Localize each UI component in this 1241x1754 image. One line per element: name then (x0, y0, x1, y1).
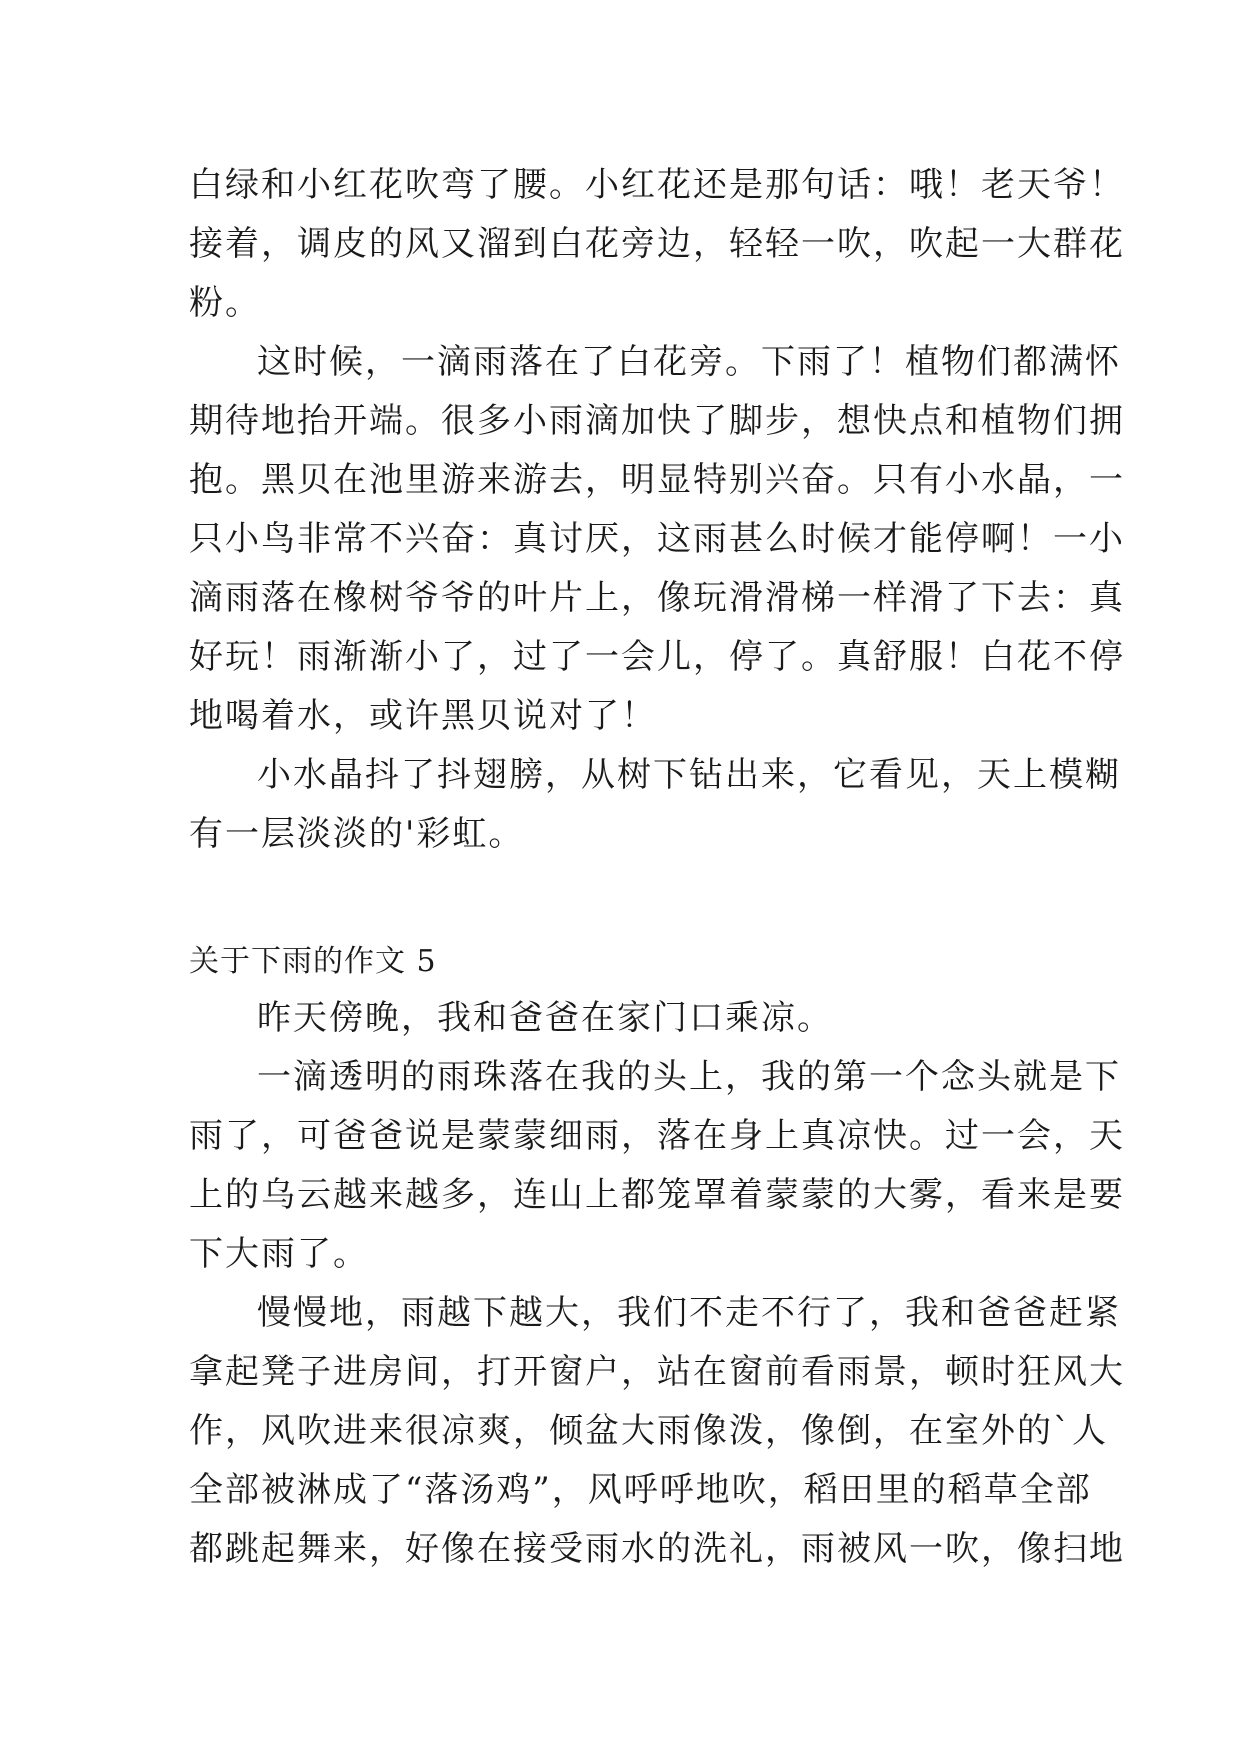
text-line: 期待地抬开端。很多小雨滴加快了脚步，想快点和植物们拥 (189, 401, 1125, 441)
text-line: 一滴透明的雨珠落在我的头上，我的第一个念头就是下 (257, 1057, 1121, 1097)
text-line: 全部被淋成了“落汤鸡”，风呼呼地吹，稻田里的稻草全部 (189, 1470, 1092, 1510)
text-line: 雨了，可爸爸说是蒙蒙细雨，落在身上真凉快。过一会，天 (189, 1116, 1125, 1156)
paragraph (189, 1048, 1125, 1284)
section-heading: 关于下雨的作文 5 (189, 944, 437, 979)
text-line: 接着，调皮的风又溜到白花旁边，轻轻一吹，吹起一大群花 (189, 224, 1125, 264)
paragraph (189, 1284, 1125, 1579)
text-line: 好玩！雨渐渐小了，过了一会儿，停了。真舒服！白花不停 (189, 637, 1125, 677)
text-line: 慢慢地，雨越下越大，我们不走不行了，我和爸爸赶紧 (257, 1293, 1121, 1333)
text-line: 下大雨了。 (189, 1234, 369, 1274)
text-line: 滴雨落在橡树爷爷的叶片上，像玩滑滑梯一样滑了下去：真 (189, 578, 1125, 618)
text-line: 小水晶抖了抖翅膀，从树下钻出来，它看见，天上模糊 (257, 755, 1121, 795)
text-line: 白绿和小红花吹弯了腰。小红花还是那句话：哦！老天爷！ (189, 165, 1125, 205)
paragraph (189, 156, 1125, 333)
text-line: 上的乌云越来越多，连山上都笼罩着蒙蒙的大雾，看来是要 (189, 1175, 1125, 1215)
text-line: 抱。黑贝在池里游来游去，明显特别兴奋。只有小水晶，一 (189, 460, 1125, 500)
text-line: 都跳起舞来，好像在接受雨水的洗礼，雨被风一吹，像扫地 (189, 1529, 1125, 1569)
paragraph (189, 989, 1057, 1048)
text-line: 只小鸟非常不兴奋：真讨厌，这雨甚么时候才能停啊！一小 (189, 519, 1125, 559)
text-line: 粉。 (189, 283, 261, 323)
paragraph (189, 746, 1121, 864)
text-line: 作，风吹进来很凉爽，倾盆大雨像泼，像倒，在室外的`人 (189, 1411, 1108, 1451)
document-page (189, 156, 1125, 1579)
text-line: 昨天傍晚，我和爸爸在家门口乘凉。 (257, 998, 833, 1038)
text-line: 这时候，一滴雨落在了白花旁。下雨了！植物们都满怀 (257, 342, 1121, 382)
section-gap (189, 864, 1057, 934)
text-line: 有一层淡淡的'彩虹。 (189, 814, 525, 854)
text-line: 地喝着水，或许黑贝说对了！ (189, 696, 657, 736)
paragraph (189, 333, 1125, 746)
text-line: 拿起凳子进房间，打开窗户，站在窗前看雨景，顿时狂风大 (189, 1352, 1125, 1392)
